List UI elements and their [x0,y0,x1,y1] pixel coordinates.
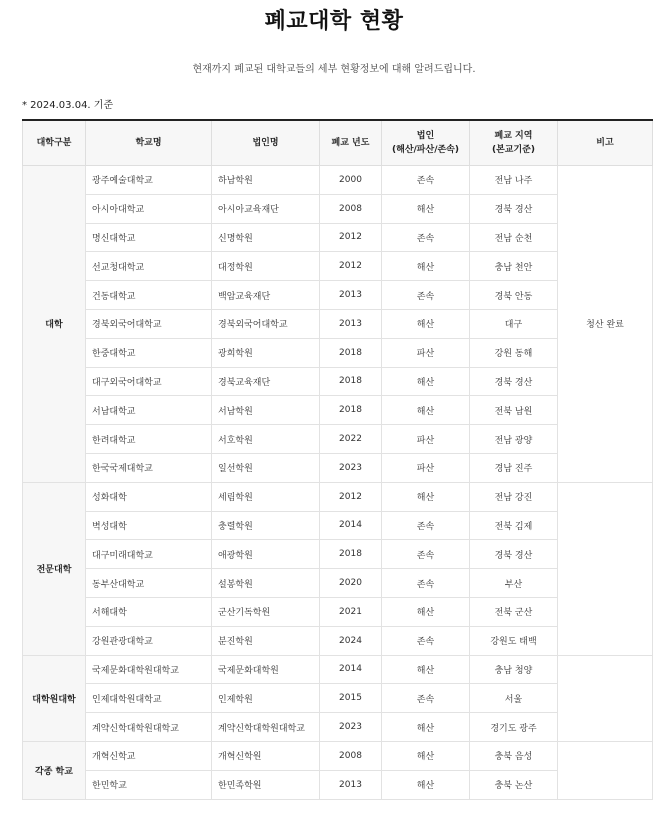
school-name-cell: 서남대학교 [86,396,212,425]
corporation-cell: 설봉학원 [212,569,320,598]
corp-status-cell: 해산 [382,713,470,742]
header-row [23,120,653,166]
corp-status-cell: 존속 [382,511,470,540]
closure-year-cell: 2018 [320,540,382,569]
page-subtitle: 현재까지 폐교된 대학교들의 세부 현황정보에 대해 알려드립니다. [192,64,476,75]
region-cell: 충북 논산 [470,770,558,799]
closure-year-cell: 2018 [320,367,382,396]
header-corp-status [382,120,470,166]
school-name-cell: 명신대학교 [86,223,212,252]
corporation-cell: 개혁신학원 [212,741,320,770]
region-cell: 강원 동해 [470,338,558,367]
region-cell: 경남 진주 [470,453,558,482]
category-cell: 대학 [23,166,86,483]
header-remarks: 비고 [558,120,653,166]
region-cell: 전남 나주 [470,166,558,195]
corp-status-cell: 해산 [382,770,470,799]
school-name-cell: 개혁신학교 [86,741,212,770]
region-cell: 경북 안동 [470,281,558,310]
category-cell: 대학원대학 [23,655,86,741]
school-name-cell: 서해대학 [86,597,212,626]
region-cell: 대구 [470,309,558,338]
school-name-cell: 한려대학교 [86,425,212,454]
region-cell: 전남 순천 [470,223,558,252]
table-row [23,741,653,770]
corporation-cell: 한민족학원 [212,770,320,799]
closure-year-cell: 2014 [320,511,382,540]
corporation-cell: 인제학원 [212,684,320,713]
closure-year-cell: 2022 [320,425,382,454]
school-name-cell: 건동대학교 [86,281,212,310]
school-name-cell: 강원관광대학교 [86,626,212,655]
corp-status-cell: 해산 [382,655,470,684]
corp-status-cell: 해산 [382,741,470,770]
corp-status-cell: 존속 [382,626,470,655]
corp-status-cell: 존속 [382,540,470,569]
corp-status-cell: 해산 [382,252,470,281]
table-body [23,166,653,800]
corporation-cell: 분진학원 [212,626,320,655]
corp-status-cell: 존속 [382,569,470,598]
region-cell: 전북 군산 [470,597,558,626]
school-name-cell: 아시아대학교 [86,194,212,223]
corporation-cell: 아시아교육재단 [212,194,320,223]
closure-year-cell: 2024 [320,626,382,655]
school-name-cell: 성화대학 [86,482,212,511]
closure-year-cell: 2008 [320,194,382,223]
corp-status-cell: 파산 [382,338,470,367]
corp-status-cell: 파산 [382,453,470,482]
corporation-cell: 군산기독학원 [212,597,320,626]
school-name-cell: 대구외국어대학교 [86,367,212,396]
closure-year-cell: 2023 [320,453,382,482]
header-category: 대학구분 [23,120,86,166]
school-name-cell: 동부산대학교 [86,569,212,598]
table-row [23,655,653,684]
region-cell: 전남 광양 [470,425,558,454]
header-region-line2: (본교기준) [491,145,535,155]
closure-year-cell: 2020 [320,569,382,598]
closure-year-cell: 2018 [320,338,382,367]
corporation-cell: 일선학원 [212,453,320,482]
region-cell: 서울 [470,684,558,713]
corp-status-cell: 존속 [382,166,470,195]
school-name-cell: 벽성대학 [86,511,212,540]
closure-year-cell: 2013 [320,309,382,338]
remarks-cell [558,482,653,655]
school-name-cell: 한국국제대학교 [86,453,212,482]
closure-year-cell: 2015 [320,684,382,713]
corporation-cell: 경북외국어대학교 [212,309,320,338]
corporation-cell: 세림학원 [212,482,320,511]
header-closure-year: 폐교 년도 [320,120,382,166]
page-title: 폐교대학 현황 [264,9,404,34]
corporation-cell: 대정학원 [212,252,320,281]
corporation-cell: 광희학원 [212,338,320,367]
closure-year-cell: 2013 [320,770,382,799]
corp-status-cell: 해산 [382,597,470,626]
header-corp-status-line2: (해산/파산/존속) [392,145,459,155]
table-header [23,120,653,166]
corp-status-cell: 존속 [382,223,470,252]
corp-status-cell: 존속 [382,281,470,310]
corp-status-cell: 해산 [382,396,470,425]
closure-year-cell: 2021 [320,597,382,626]
header-region [470,120,558,166]
school-name-cell: 한중대학교 [86,338,212,367]
closure-year-cell: 2008 [320,741,382,770]
table-row [23,166,653,195]
closed-universities-table [22,119,653,800]
remarks-cell [558,655,653,741]
school-name-cell: 한민학교 [86,770,212,799]
school-name-cell: 선교청대학교 [86,252,212,281]
region-cell: 경북 경산 [470,540,558,569]
closure-year-cell: 2013 [320,281,382,310]
corp-status-cell: 해산 [382,309,470,338]
header-school: 학교명 [86,120,212,166]
basis-date-note: * 2024.03.04. 기준 [22,100,114,111]
header-corp-status-line1: 법인 [416,131,435,141]
corporation-cell: 신명학원 [212,223,320,252]
school-name-cell: 광주예술대학교 [86,166,212,195]
closure-year-cell: 2012 [320,252,382,281]
region-cell: 전북 남원 [470,396,558,425]
region-cell: 충북 음성 [470,741,558,770]
school-name-cell: 계약신학대학원대학교 [86,713,212,742]
closure-year-cell: 2018 [320,396,382,425]
corporation-cell: 경북교육재단 [212,367,320,396]
header-region-line1: 폐교 지역 [494,131,533,141]
corp-status-cell: 존속 [382,684,470,713]
remarks-cell [558,741,653,799]
region-cell: 강원도 태백 [470,626,558,655]
school-name-cell: 인제대학원대학교 [86,684,212,713]
category-cell: 전문대학 [23,482,86,655]
closure-year-cell: 2000 [320,166,382,195]
closure-year-cell: 2014 [320,655,382,684]
closure-year-cell: 2012 [320,223,382,252]
remarks-cell: 청산 완료 [558,166,653,483]
region-cell: 충남 청양 [470,655,558,684]
table-row [23,482,653,511]
corp-status-cell: 해산 [382,482,470,511]
region-cell: 충남 천안 [470,252,558,281]
region-cell: 전남 강진 [470,482,558,511]
corporation-cell: 애광학원 [212,540,320,569]
region-cell: 경북 경산 [470,194,558,223]
corporation-cell: 서남학원 [212,396,320,425]
header-corporation: 법인명 [212,120,320,166]
region-cell: 경북 경산 [470,367,558,396]
school-name-cell: 경북외국어대학교 [86,309,212,338]
region-cell: 전북 김제 [470,511,558,540]
category-cell: 각종 학교 [23,741,86,799]
school-name-cell: 대구미래대학교 [86,540,212,569]
corp-status-cell: 해산 [382,367,470,396]
corp-status-cell: 해산 [382,194,470,223]
corporation-cell: 국제문화대학원 [212,655,320,684]
closure-year-cell: 2012 [320,482,382,511]
corporation-cell: 서호학원 [212,425,320,454]
corporation-cell: 계약신학대학원대학교 [212,713,320,742]
school-name-cell: 국제문화대학원대학교 [86,655,212,684]
region-cell: 경기도 광주 [470,713,558,742]
corporation-cell: 충렬학원 [212,511,320,540]
corporation-cell: 백암교육재단 [212,281,320,310]
corporation-cell: 하남학원 [212,166,320,195]
closure-year-cell: 2023 [320,713,382,742]
region-cell: 부산 [470,569,558,598]
corp-status-cell: 파산 [382,425,470,454]
